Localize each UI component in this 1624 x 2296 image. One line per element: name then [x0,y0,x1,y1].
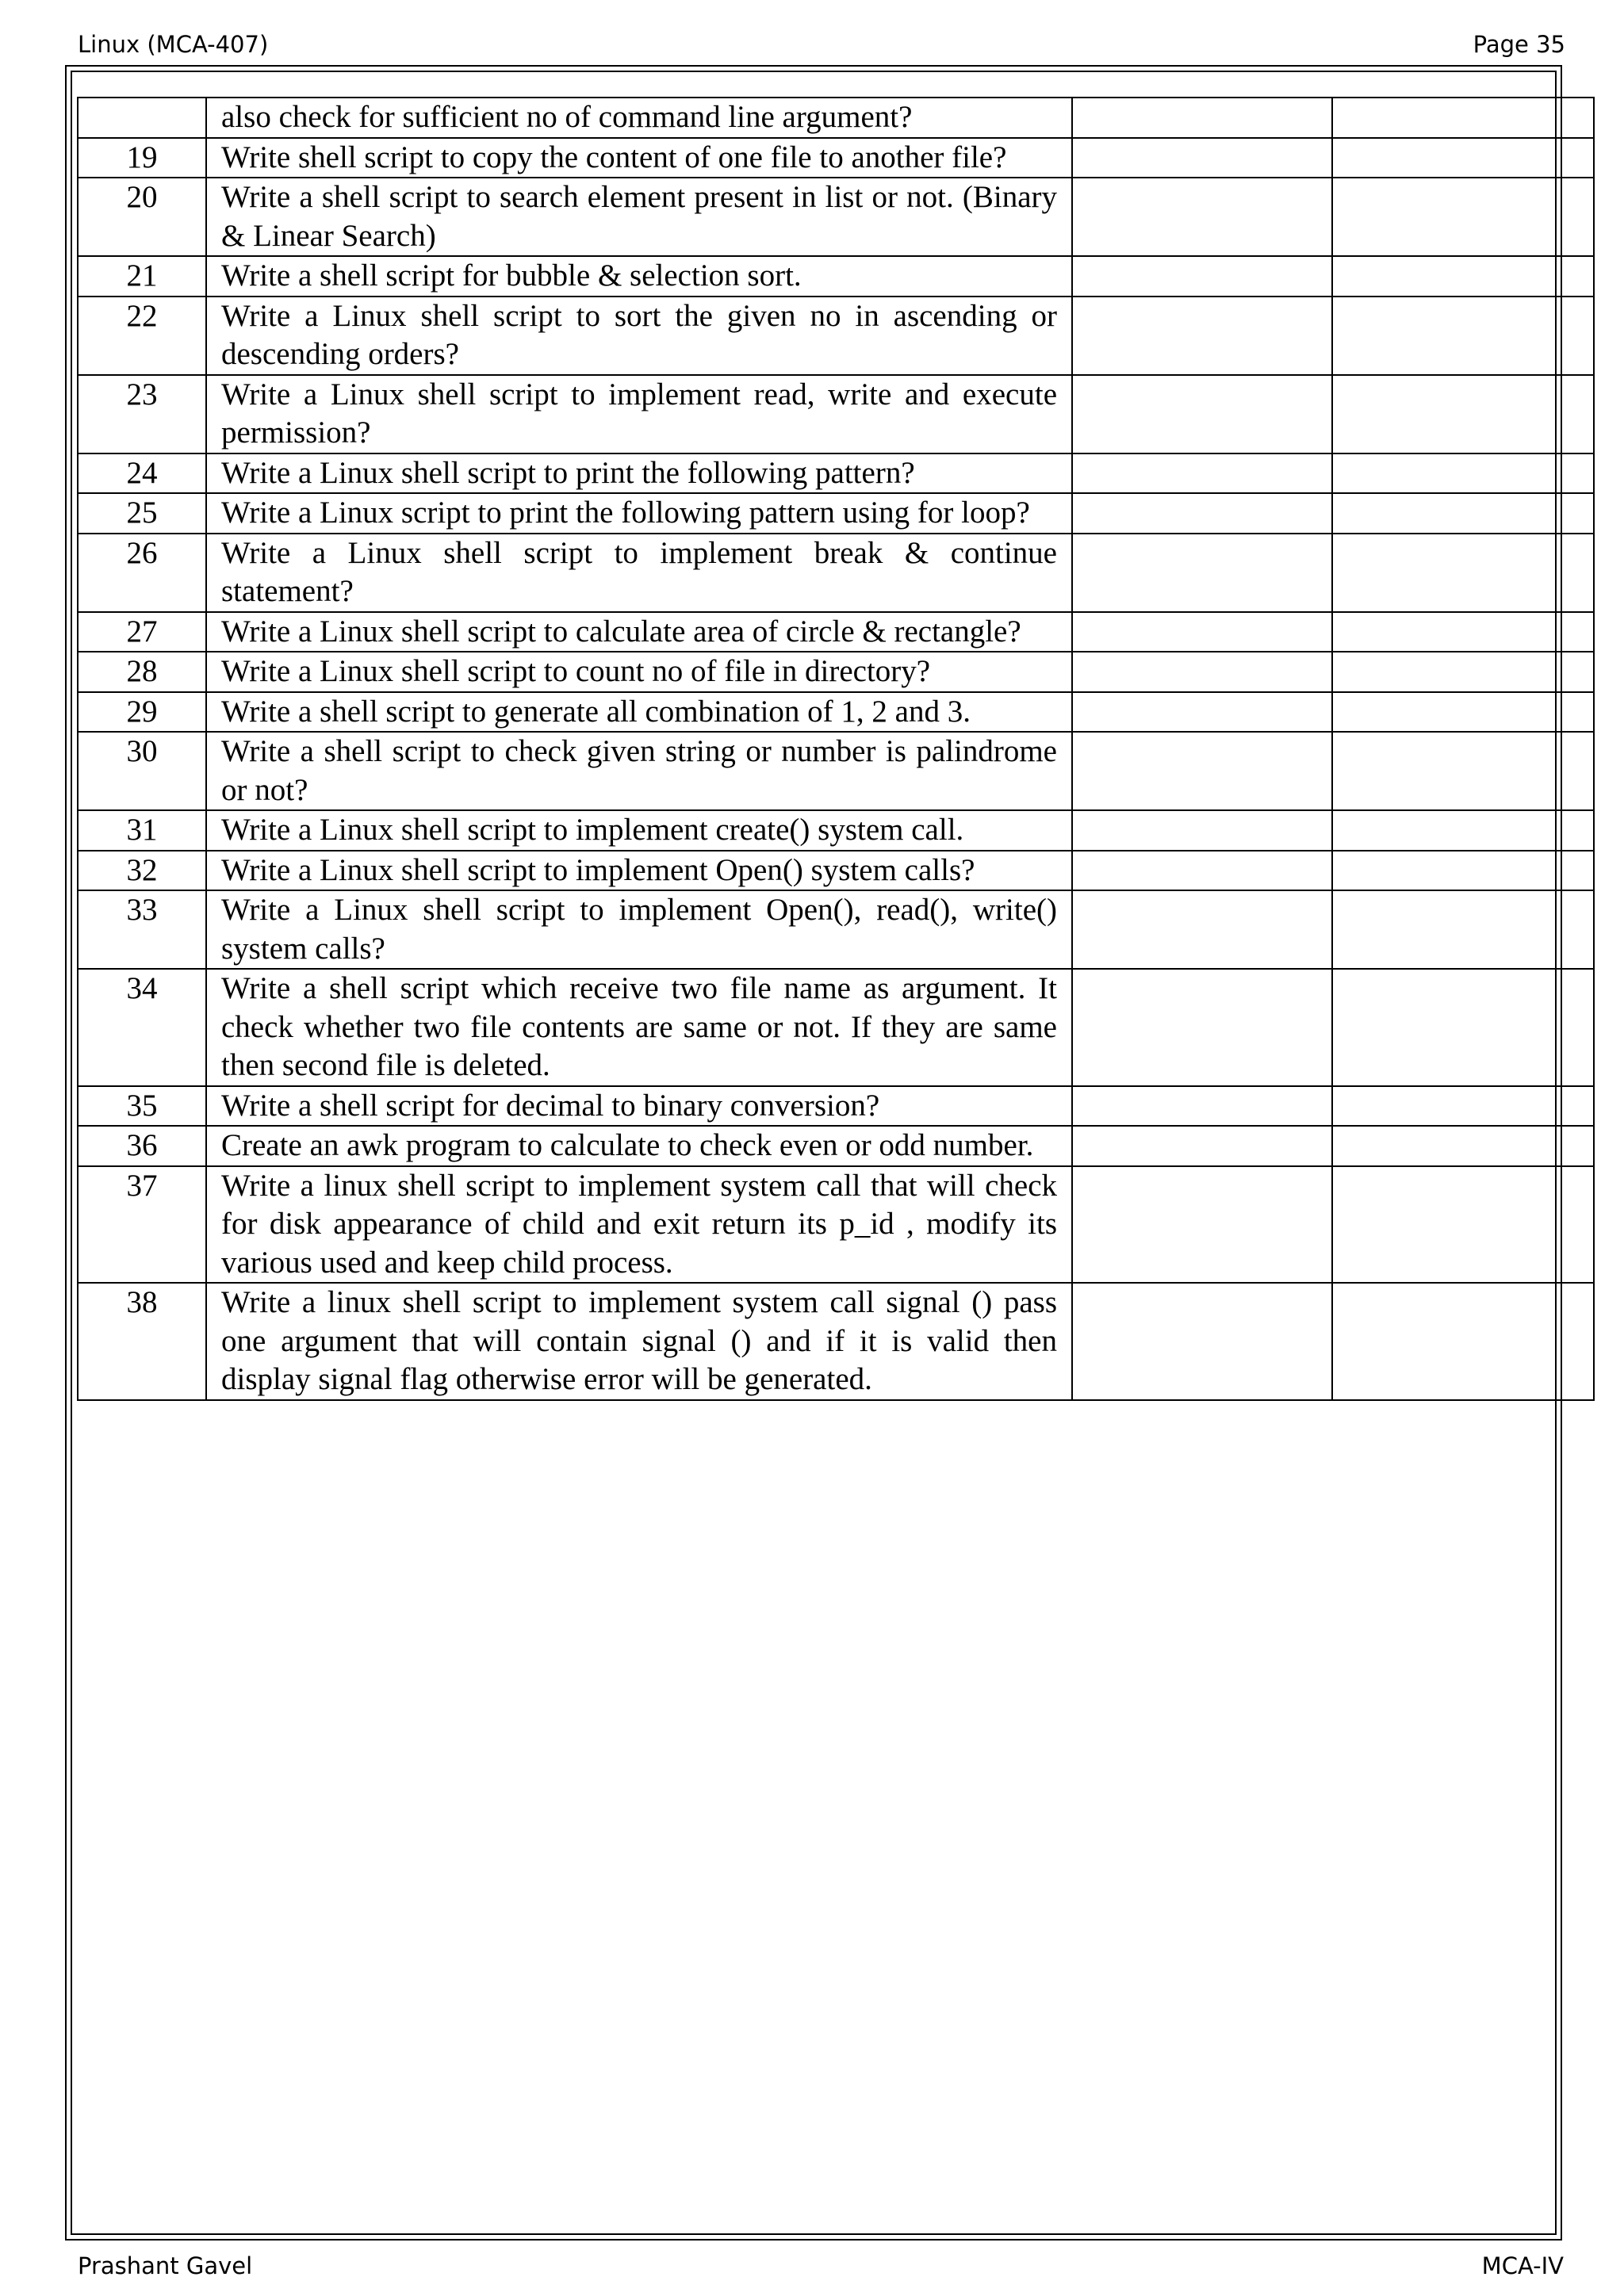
practical-list-body [78,98,1594,1400]
practical-number: 22 [78,297,206,375]
blank-cell-sign [1332,612,1594,652]
practical-description: Write a shell script for bubble & selection sort. [206,256,1072,297]
table-row [78,692,1594,733]
table-row [78,453,1594,494]
practical-number: 26 [78,534,206,612]
practical-number: 29 [78,692,206,733]
blank-cell-sign [1332,534,1594,612]
practical-description: Write a linux shell script to implement system call that will check for disk appearance of child and exit return its p_id , modify its various used and keep child process. [206,1166,1072,1284]
blank-cell-sign [1332,969,1594,1086]
blank-cell-date [1072,612,1332,652]
blank-cell-date [1072,453,1332,494]
blank-cell-date [1072,1126,1332,1166]
table-row [78,98,1594,138]
practical-number: 33 [78,890,206,969]
table-row [78,851,1594,891]
blank-cell-sign [1332,1086,1594,1127]
blank-cell-date [1072,969,1332,1086]
practical-description: Write a shell script which receive two file name as argument. It check whether two file contents are same or not. If they are same then second file is deleted. [206,969,1072,1086]
practical-number: 19 [78,138,206,178]
blank-cell-date [1072,256,1332,297]
blank-cell-date [1072,493,1332,534]
blank-cell-date [1072,534,1332,612]
blank-cell-sign [1332,297,1594,375]
practical-number: 30 [78,732,206,810]
header-subject: Linux (MCA-407) [78,31,269,58]
practical-description: Create an awk program to calculate to check even or odd number. [206,1126,1072,1166]
table-row [78,178,1594,256]
table-row [78,969,1594,1086]
practical-number: 36 [78,1126,206,1166]
practical-number: 24 [78,453,206,494]
blank-cell-sign [1332,810,1594,851]
practical-number: 35 [78,1086,206,1127]
blank-cell-sign [1332,732,1594,810]
blank-cell-sign [1332,1166,1594,1284]
table-row [78,534,1594,612]
practical-description: Write a shell script for decimal to binary conversion? [206,1086,1072,1127]
table-row [78,138,1594,178]
blank-cell-date [1072,1283,1332,1400]
table-row [78,612,1594,652]
practical-description: Write a Linux script to print the following pattern using for loop? [206,493,1072,534]
blank-cell-date [1072,890,1332,969]
header-page-number: Page 35 [1473,31,1565,58]
blank-cell-date [1072,851,1332,891]
blank-cell-date [1072,1166,1332,1284]
practical-description: Write a Linux shell script to count no of file in directory? [206,652,1072,692]
table-row [78,1086,1594,1127]
practical-number: 28 [78,652,206,692]
practical-description: Write a shell script to check given string or number is palindrome or not? [206,732,1072,810]
practical-number: 38 [78,1283,206,1400]
practical-number: 25 [78,493,206,534]
blank-cell-sign [1332,692,1594,733]
blank-cell-sign [1332,652,1594,692]
practical-number: 27 [78,612,206,652]
blank-cell-date [1072,98,1332,138]
practical-number: 23 [78,375,206,453]
blank-cell-date [1072,297,1332,375]
practical-list-table [77,97,1595,1401]
practical-description: Write a Linux shell script to implement break & continue statement? [206,534,1072,612]
table-row [78,375,1594,453]
practical-description: Write a shell script to search element present in list or not. (Binary & Linear Search) [206,178,1072,256]
blank-cell-sign [1332,851,1594,891]
blank-cell-sign [1332,453,1594,494]
blank-cell-sign [1332,98,1594,138]
practical-number: 20 [78,178,206,256]
practical-number: 37 [78,1166,206,1284]
blank-cell-sign [1332,375,1594,453]
blank-cell-sign [1332,256,1594,297]
practical-number: 21 [78,256,206,297]
practical-description: Write a Linux shell script to print the following pattern? [206,453,1072,494]
practical-description: also check for sufficient no of command line argument? [206,98,1072,138]
practical-description: Write a shell script to generate all combination of 1, 2 and 3. [206,692,1072,733]
blank-cell-date [1072,652,1332,692]
footer-course: MCA-IV [1481,2252,1564,2279]
practical-description: Write shell script to copy the content of one file to another file? [206,138,1072,178]
practical-number: 32 [78,851,206,891]
table-row [78,732,1594,810]
practical-description: Write a Linux shell script to implement Open(), read(), write() system calls? [206,890,1072,969]
blank-cell-sign [1332,1283,1594,1400]
blank-cell-date [1072,138,1332,178]
practical-description: Write a linux shell script to implement system call signal () pass one argument that will contain signal () and if it is valid then display signal flag otherwise error will be generated. [206,1283,1072,1400]
blank-cell-date [1072,375,1332,453]
practical-description: Write a Linux shell script to implement create() system call. [206,810,1072,851]
practical-number: 34 [78,969,206,1086]
blank-cell-date [1072,692,1332,733]
practical-description: Write a Linux shell script to implement Open() system calls? [206,851,1072,891]
table-row [78,652,1594,692]
practical-description: Write a Linux shell script to sort the given no in ascending or descending orders? [206,297,1072,375]
blank-cell-sign [1332,890,1594,969]
blank-cell-sign [1332,138,1594,178]
blank-cell-sign [1332,1126,1594,1166]
blank-cell-date [1072,178,1332,256]
blank-cell-sign [1332,178,1594,256]
table-row [78,1283,1594,1400]
practical-number: 31 [78,810,206,851]
table-row [78,256,1594,297]
blank-cell-date [1072,810,1332,851]
blank-cell-date [1072,732,1332,810]
table-row [78,1166,1594,1284]
table-row [78,1126,1594,1166]
footer-author: Prashant Gavel [78,2252,253,2279]
practical-description: Write a Linux shell script to calculate area of circle & rectangle? [206,612,1072,652]
blank-cell-sign [1332,493,1594,534]
table-row [78,810,1594,851]
table-row [78,297,1594,375]
table-row [78,493,1594,534]
blank-cell-date [1072,1086,1332,1127]
practical-number [78,98,206,138]
table-row [78,890,1594,969]
practical-description: Write a Linux shell script to implement read, write and execute permission? [206,375,1072,453]
